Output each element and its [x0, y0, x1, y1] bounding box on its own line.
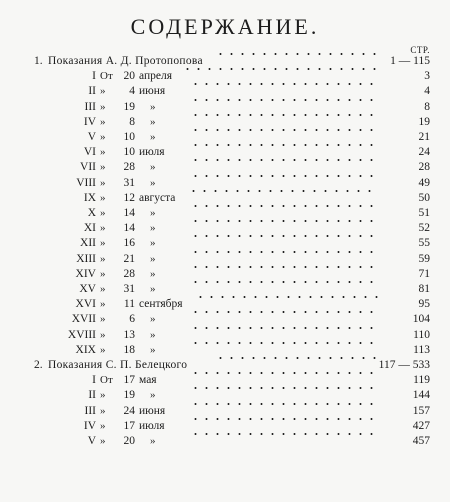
entry-roman-numeral: XIX	[75, 343, 96, 356]
dot-leader	[190, 235, 378, 237]
entry-prefix: От	[100, 374, 113, 387]
entry-prefix: »	[100, 343, 106, 356]
entry-page: 59	[418, 252, 430, 265]
entry-roman-numeral: II	[88, 85, 96, 98]
section-number: 1.	[34, 55, 43, 67]
entry-roman-numeral: XI	[83, 222, 96, 235]
entry-prefix: »	[100, 267, 106, 280]
toc-entry	[0, 327, 450, 343]
toc-entry	[0, 342, 450, 358]
entry-prefix: »	[100, 252, 106, 265]
entry-prefix: »	[100, 237, 106, 250]
entry-page: 8	[424, 100, 430, 113]
entry-prefix: »	[100, 435, 106, 447]
entry-month: »	[150, 328, 156, 341]
toc-entry	[0, 114, 450, 130]
dot-leader	[190, 372, 378, 374]
entry-prefix: »	[100, 146, 106, 159]
dot-leader	[190, 342, 378, 344]
entry-page: 51	[418, 207, 430, 219]
entry-roman-numeral: VI	[83, 146, 96, 159]
toc-entry	[0, 403, 450, 419]
toc-entry	[0, 387, 450, 403]
dot-leader	[190, 159, 378, 161]
dot-leader	[190, 205, 378, 207]
entry-month: »	[150, 100, 156, 113]
dot-leader	[190, 387, 378, 389]
entry-month: »	[150, 161, 156, 174]
dot-leader	[190, 281, 378, 283]
entry-page: 71	[418, 267, 430, 280]
section-number: 2.	[34, 359, 43, 371]
entry-month: »	[150, 267, 156, 280]
entry-roman-numeral: X	[87, 207, 96, 219]
dot-leader	[190, 433, 378, 435]
entry-page: 19	[418, 115, 430, 128]
entry-day: 21	[123, 252, 135, 265]
entry-page: 104	[412, 313, 430, 326]
section-title: Показания С. П. Белецкого	[48, 359, 188, 371]
toc-entry	[0, 159, 450, 175]
dot-leader	[190, 220, 378, 222]
entry-page: 24	[418, 146, 430, 159]
entry-roman-numeral: XVII	[71, 313, 96, 326]
dot-leader	[215, 357, 378, 359]
entry-page: 55	[418, 237, 430, 250]
dot-leader	[190, 144, 378, 146]
entry-page: 21	[418, 131, 430, 143]
toc-entry	[0, 235, 450, 251]
entry-month: мая	[139, 374, 157, 387]
toc-title: СОДЕРЖАНИЕ.	[130, 14, 320, 39]
entry-day: 17	[123, 374, 135, 387]
toc-entry	[0, 144, 450, 160]
entry-roman-numeral: VIII	[76, 176, 96, 189]
entry-roman-numeral: II	[88, 389, 96, 402]
entry-roman-numeral: XIV	[75, 267, 96, 280]
dot-leader	[190, 251, 378, 253]
entry-page: 110	[413, 328, 430, 341]
entry-prefix: »	[100, 313, 106, 326]
entry-month: августа	[139, 191, 176, 204]
entry-day: 14	[123, 207, 135, 219]
entry-day: 31	[123, 283, 135, 295]
entry-page: 50	[418, 191, 430, 204]
entry-month: »	[150, 176, 156, 189]
dot-leader	[190, 99, 378, 101]
entry-day: 14	[123, 222, 135, 235]
entry-month: апреля	[139, 70, 172, 83]
entry-day: 6	[129, 313, 135, 326]
dot-leader	[190, 327, 378, 329]
dot-leader	[190, 129, 378, 131]
entry-day: 10	[123, 146, 135, 159]
entry-roman-numeral: I	[92, 70, 96, 83]
toc-entry	[0, 83, 450, 99]
entry-page: 52	[418, 222, 430, 235]
entry-page: 28	[418, 161, 430, 174]
entry-page: 113	[413, 343, 430, 356]
entry-page: 3	[424, 70, 430, 83]
entry-day: 10	[123, 131, 135, 143]
section-heading	[0, 53, 450, 69]
dot-leader	[188, 190, 378, 192]
entry-day: 28	[123, 161, 135, 174]
entry-day: 18	[123, 343, 135, 356]
entry-roman-numeral: XII	[80, 237, 96, 250]
dot-leader	[182, 68, 378, 70]
entry-day: 12	[123, 191, 135, 204]
entry-page: 427	[412, 419, 430, 432]
entry-day: 19	[123, 100, 135, 113]
toc-entry	[0, 372, 450, 388]
entry-day: 20	[123, 435, 135, 447]
entry-roman-numeral: IX	[83, 191, 96, 204]
dot-leader	[190, 266, 378, 268]
entry-page: 49	[418, 176, 430, 189]
entry-roman-numeral: XVI	[75, 298, 96, 311]
dot-leader	[190, 114, 378, 116]
dot-leader	[215, 53, 378, 55]
entry-roman-numeral: III	[84, 404, 96, 417]
entry-prefix: »	[100, 328, 106, 341]
entry-prefix: »	[100, 404, 106, 417]
toc-entry	[0, 311, 450, 327]
entry-month: »	[150, 435, 156, 447]
entry-day: 13	[123, 328, 135, 341]
dot-leader	[195, 296, 378, 298]
entry-month: »	[150, 313, 156, 326]
entry-roman-numeral: IV	[83, 419, 96, 432]
dot-leader	[190, 83, 378, 85]
entry-month: сентября	[139, 298, 183, 311]
entry-roman-numeral: III	[84, 100, 96, 113]
entry-page: 457	[412, 435, 430, 447]
entry-month: июня	[139, 85, 166, 98]
entry-day: 11	[123, 298, 135, 311]
entry-day: 19	[123, 389, 135, 402]
entry-page: 4	[424, 85, 430, 98]
entry-prefix: »	[100, 207, 106, 219]
entry-day: 20	[123, 70, 135, 83]
section-heading	[0, 357, 450, 373]
entry-prefix: »	[100, 85, 106, 98]
entry-prefix: »	[100, 283, 106, 295]
entry-day: 8	[129, 115, 135, 128]
toc-entry	[0, 296, 450, 312]
entry-roman-numeral: XV	[79, 283, 96, 295]
section-pages: 1 — 115	[390, 55, 430, 67]
entry-month: »	[150, 115, 156, 128]
page-column-header: СТР.	[410, 45, 430, 55]
entry-month: июня	[139, 404, 166, 417]
entry-roman-numeral: V	[87, 435, 96, 447]
entry-roman-numeral: IV	[83, 115, 96, 128]
entry-day: 31	[123, 176, 135, 189]
entry-roman-numeral: XIII	[76, 252, 96, 265]
entry-prefix: »	[100, 298, 106, 311]
entry-page: 157	[412, 404, 430, 417]
dot-leader	[190, 311, 378, 313]
toc-entry	[0, 99, 450, 115]
section-pages: 117 — 533	[378, 359, 430, 371]
toc-entry	[0, 190, 450, 206]
entry-day: 28	[123, 267, 135, 280]
entry-prefix: »	[100, 176, 106, 189]
entry-prefix: »	[100, 191, 106, 204]
entry-day: 24	[123, 404, 135, 417]
entry-prefix: От	[100, 70, 113, 83]
entry-prefix: »	[100, 222, 106, 235]
entry-month: »	[150, 131, 156, 143]
entry-roman-numeral: V	[87, 131, 96, 143]
section-title: Показания А. Д. Протопопова	[48, 55, 203, 67]
dot-leader	[190, 403, 378, 405]
entry-month: »	[150, 283, 156, 295]
entry-day: 4	[129, 85, 135, 98]
entry-roman-numeral: XVIII	[67, 328, 96, 341]
dot-leader	[190, 418, 378, 420]
toc-entry	[0, 205, 450, 221]
toc-entry	[0, 129, 450, 145]
entry-month: »	[150, 222, 156, 235]
toc-entry	[0, 281, 450, 297]
entry-month: июля	[139, 146, 165, 159]
dot-leader	[190, 175, 378, 177]
entry-month: июля	[139, 419, 165, 432]
entry-day: 16	[123, 237, 135, 250]
entry-month: »	[150, 343, 156, 356]
entry-prefix: »	[100, 419, 106, 432]
entry-month: »	[150, 207, 156, 219]
entry-month: »	[150, 252, 156, 265]
toc-entry	[0, 433, 450, 449]
entry-roman-numeral: I	[92, 374, 96, 387]
entry-prefix: »	[100, 161, 106, 174]
toc-entry	[0, 266, 450, 282]
toc-entry	[0, 175, 450, 191]
entry-month: »	[150, 237, 156, 250]
entry-prefix: »	[100, 389, 106, 402]
entry-day: 17	[123, 419, 135, 432]
entry-month: »	[150, 389, 156, 402]
entry-prefix: »	[100, 131, 106, 143]
entry-page: 119	[413, 374, 430, 387]
entry-page: 81	[418, 283, 430, 295]
entry-page: 144	[412, 389, 430, 402]
entry-roman-numeral: VII	[80, 161, 96, 174]
toc-entry	[0, 418, 450, 434]
toc-entry	[0, 251, 450, 267]
entry-prefix: »	[100, 100, 106, 113]
toc-entry	[0, 220, 450, 236]
toc-entry	[0, 68, 450, 84]
entry-prefix: »	[100, 115, 106, 128]
entry-page: 95	[418, 298, 430, 311]
